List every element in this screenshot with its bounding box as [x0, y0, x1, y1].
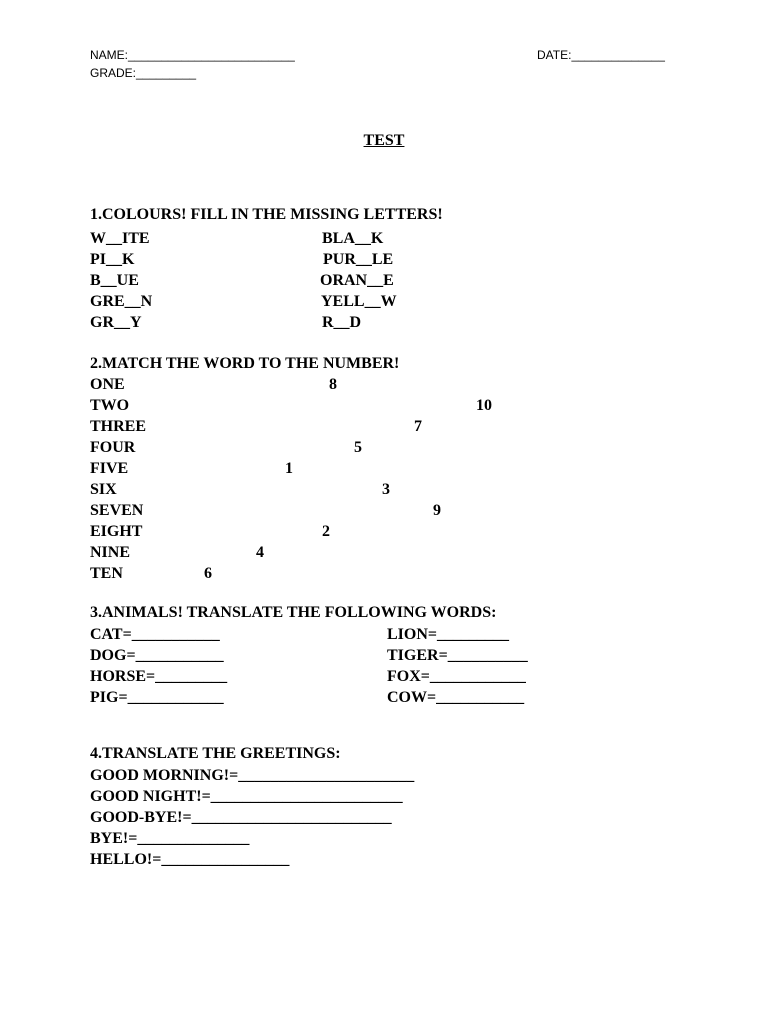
animal-item-left-2: DOG=___________	[90, 647, 224, 664]
animal-item-right-2: TIGER=__________	[387, 647, 528, 664]
colour-item-left-3: B__UE	[90, 272, 139, 289]
colour-item-left-2: PI__K	[90, 251, 135, 268]
greeting-item-4: BYE!=______________	[90, 830, 250, 847]
digit-6: 3	[382, 481, 390, 498]
number-word-1: ONE	[90, 376, 125, 393]
animal-item-right-4: COW=___________	[387, 689, 525, 706]
digit-5: 1	[285, 460, 293, 477]
number-word-6: SIX	[90, 481, 117, 498]
page-title	[0, 132, 768, 150]
section-3-heading: 3.ANIMALS! TRANSLATE THE FOLLOWING WORDS:	[90, 604, 497, 621]
animal-item-left-3: HORSE=_________	[90, 668, 228, 685]
digit-1: 8	[329, 376, 337, 393]
section-4-heading: 4.TRANSLATE THE GREETINGS:	[90, 745, 341, 762]
digit-10: 6	[204, 565, 212, 582]
colour-item-left-4: GRE__N	[90, 293, 153, 310]
number-word-2: TWO	[90, 397, 130, 414]
greeting-item-1: GOOD MORNING!=______________________	[90, 767, 415, 784]
digit-8: 2	[322, 523, 330, 540]
greeting-item-5: HELLO!=________________	[90, 851, 290, 868]
date-field-label: DATE:______________	[537, 48, 665, 62]
greeting-item-2: GOOD NIGHT!=________________________	[90, 788, 403, 805]
animal-item-right-3: FOX=____________	[387, 668, 526, 685]
name-field-label: NAME:_________________________	[90, 48, 295, 62]
number-word-5: FIVE	[90, 460, 129, 477]
number-word-10: TEN	[90, 565, 123, 582]
colour-item-right-2: PUR__LE	[323, 251, 394, 268]
digit-9: 4	[256, 544, 264, 561]
animal-item-left-1: CAT=___________	[90, 626, 220, 643]
section-2-heading: 2.MATCH THE WORD TO THE NUMBER!	[90, 355, 400, 372]
grade-field-label: GRADE:_________	[90, 66, 197, 80]
colour-item-right-1: BLA__K	[322, 230, 384, 247]
number-word-9: NINE	[90, 544, 131, 561]
greeting-item-3: GOOD-BYE!=_________________________	[90, 809, 392, 826]
digit-2: 10	[476, 397, 492, 414]
digit-3: 7	[414, 418, 422, 435]
number-word-8: EIGHT	[90, 523, 143, 540]
section-1-heading: 1.COLOURS! FILL IN THE MISSING LETTERS!	[90, 206, 443, 223]
digit-4: 5	[354, 439, 362, 456]
colour-item-right-4: YELL__W	[321, 293, 397, 310]
number-word-3: THREE	[90, 418, 147, 435]
colour-item-right-5: R__D	[322, 314, 362, 331]
page-title-text: TEST	[363, 132, 405, 149]
number-word-7: SEVEN	[90, 502, 144, 519]
colour-item-left-5: GR__Y	[90, 314, 142, 331]
animal-item-right-1: LION=_________	[387, 626, 510, 643]
digit-7: 9	[433, 502, 441, 519]
animal-item-left-4: PIG=____________	[90, 689, 224, 706]
colour-item-right-3: ORAN__E	[320, 272, 394, 289]
number-word-4: FOUR	[90, 439, 136, 456]
colour-item-left-1: W__ITE	[90, 230, 150, 247]
